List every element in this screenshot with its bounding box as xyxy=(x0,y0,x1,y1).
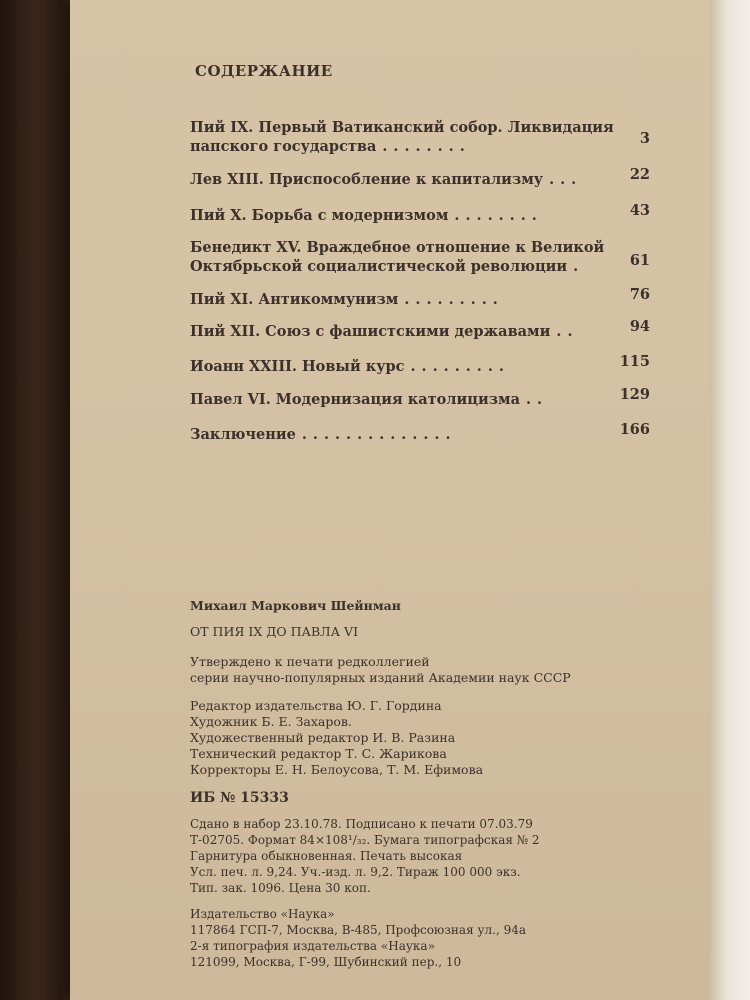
toc-page-number: 43 xyxy=(629,202,650,219)
approval-line: серии научно-популярных изданий Академии наук СССР xyxy=(190,670,571,685)
credit-line: Художник Б. Е. Захаров. xyxy=(190,714,352,729)
publisher-line: Издательство «Наука» xyxy=(190,907,335,921)
toc-page-number: 22 xyxy=(629,166,650,183)
toc-page-number: 94 xyxy=(629,318,650,335)
credit-line: Художественный редактор И. В. Разина xyxy=(190,730,456,745)
page-edge xyxy=(710,0,750,1000)
credit-line: Корректоры Е. Н. Белоусова, Т. М. Ефимова xyxy=(190,762,484,777)
book-title: ОТ ПИЯ IX ДО ПАВЛА VI xyxy=(190,624,359,639)
leader-dots: ........ xyxy=(454,207,543,224)
toc-entry-text: Октябрьской социалистической революции xyxy=(190,258,568,275)
author-name: Михаил Маркович Шейнман xyxy=(190,598,401,613)
print-info-line: Сдано в набор 23.10.78. Подписано к печати 07.03.79 xyxy=(190,817,533,831)
publisher-line: 121099, Москва, Г-99, Шубинский пер., 10 xyxy=(190,955,462,969)
print-info-line: Гарнитура обыкновенная. Печать высокая xyxy=(190,849,463,863)
toc-entry xyxy=(190,166,650,189)
toc-entry xyxy=(190,202,650,225)
toc-page-number: 129 xyxy=(619,386,650,403)
credit-line: Редактор издательства Ю. Г. Гордина xyxy=(190,698,442,713)
toc-heading: СОДЕРЖАНИЕ xyxy=(195,62,333,80)
colophon-block xyxy=(190,598,571,970)
toc-entry xyxy=(190,118,650,156)
ib-number: ИБ № 15333 xyxy=(190,790,289,806)
toc-entry-text: Иоанн XXIII. Новый курс xyxy=(190,358,405,375)
publisher-line: 2-я типография издательства «Наука» xyxy=(190,939,435,953)
toc-page-number: 166 xyxy=(619,421,650,438)
toc-page-number: 3 xyxy=(639,130,650,147)
toc-entry xyxy=(190,386,650,409)
toc-entry-text: Пий X. Борьба с модернизмом xyxy=(190,207,449,224)
leader-dots: .. xyxy=(556,323,579,340)
toc-entry-text: Заключение xyxy=(190,426,296,443)
leader-dots: ......... xyxy=(404,291,504,308)
toc-entry-text: Пий IX. Первый Ватиканский собор. Ликвидация xyxy=(190,119,614,136)
print-info-line: Тип. зак. 1096. Цена 30 коп. xyxy=(190,881,371,895)
toc-entry-text: Бенедикт XV. Враждебное отношение к Великой xyxy=(190,239,605,256)
toc-entry xyxy=(190,318,650,341)
toc-entry-text: Пий XI. Антикоммунизм xyxy=(190,291,399,308)
toc-page-number: 61 xyxy=(629,252,650,269)
toc-entry-text: Павел VI. Модернизация католицизма xyxy=(190,391,520,408)
approval-line: Утверждено к печати редколлегией xyxy=(190,654,430,669)
toc-page-number: 115 xyxy=(619,353,650,370)
credit-line: Технический редактор Т. С. Жарикова xyxy=(190,746,447,761)
toc-page-number: 76 xyxy=(629,286,650,303)
toc-entry-text: папского государства xyxy=(190,138,377,155)
leader-dots: .. xyxy=(526,391,549,408)
print-info-line: Усл. печ. л. 9,24. Уч.-изд. л. 9,2. Тираж 100 000 экз. xyxy=(190,865,521,879)
leader-dots: ......... xyxy=(410,358,510,375)
publisher-line: 117864 ГСП-7, Москва, В-485, Профсоюзная ул., 94а xyxy=(190,923,526,937)
toc-entry xyxy=(190,353,650,376)
toc-entry xyxy=(190,286,650,309)
toc-entry-text: Пий XII. Союз с фашистскими державами xyxy=(190,323,551,340)
leader-dots: ........ xyxy=(382,138,471,155)
leader-dots: ... xyxy=(549,171,583,188)
leader-dots: . xyxy=(573,258,585,275)
toc-entry xyxy=(190,421,650,444)
leader-dots: .............. xyxy=(301,426,457,443)
toc-entry xyxy=(190,238,650,276)
print-info-line: Т-02705. Формат 84×108¹/₃₂. Бумага типографская № 2 xyxy=(190,833,540,847)
toc-entry-text: Лев XIII. Приспособление к капитализму xyxy=(190,171,544,188)
